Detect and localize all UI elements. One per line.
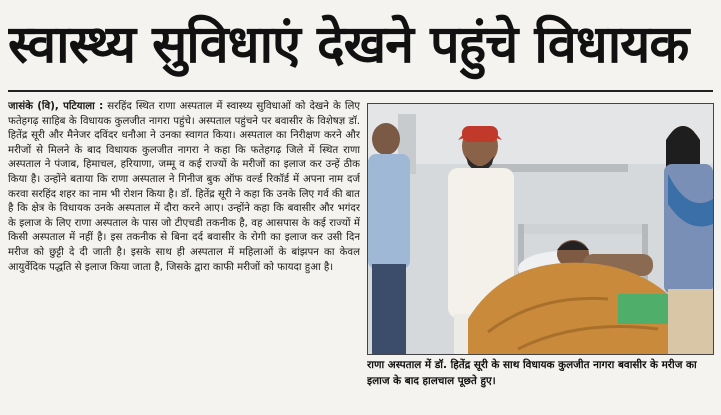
news-photo xyxy=(367,103,714,355)
bed-headboard xyxy=(518,224,648,234)
photo-caption: राणा अस्पताल में डॉ. हितेंद्र सूरी के साथ विधायक कुलजीत नागरा बवासीर के मरीज का इलाज के बाद हालचाल पूछते हुए। xyxy=(367,359,697,387)
man-blue-shirt xyxy=(368,123,410,354)
dateline: जासंके (वि), पटियाला : xyxy=(8,101,104,112)
article-text: सरहिंद स्थित राणा अस्पताल में स्वास्थ्य सुविधाओं को देखने के लिए फतेहगढ़ साहिब के विधायक कुलजीत नागरा पहुंचे। अस्पताल पहुंचने पर बवासीर के विशेषज्ञ डॉ. हितेंद्र सूरी और मैनेजर दविंदर धनौआ ने उनका स्वागत किया। अस्पताल का निरीक्षण करने और मरीजों से मिलने के बाद विधायक कुलजीत नागरा ने कहा कि फतेहगढ़ जिले में स्थित राणा अस्पताल ने पंजाब, हिमाचल, हरियाणा, जम्मू व कई राज्यों के मरीजों का इलाज कर उन्हें ठीक किया है। उन्होंने बताया कि राणा अस्पताल ने गिनीज बुक ऑफ वर्ल्ड रिकॉर्ड में अपना नाम दर्ज करवा सरहिंद शहर का नाम भी रोशन किया है। डॉ. हितेंद्र सूरी ने कहा कि उनके लिए गर्व की बात है कि क्षेत्र के विधायक उनके अस्पताल में दौरा करने आए। उन्होंने कहा कि बवासीर और भगंदर के इलाज के लिए राणा अस्पताल के पास जो टीएचडी तकनीक है, वह आसपास के कई राज्यों में किसी अस्पताल में नहीं है। इस तकनीक से बिना दर्द बवासीर के रोगी का इलाज कर उसी दिन मरीज को छुट्टी दे दी जाती है। इसके साथ ही अस्पताल में महिलाओं के बांझपन का केवल आयुर्वेदिक पद्धति से इलाज किया जाता है, जिसके द्वारा काफी मरीजों को फायदा हुआ है। xyxy=(8,101,360,273)
headline: स्वास्थ्य सुविधाएं देखने पहुंचे विधायक xyxy=(8,15,689,75)
wall-upper xyxy=(368,104,713,164)
headline-divider xyxy=(8,90,713,92)
article-body xyxy=(8,100,360,400)
hospital-ward-illustration xyxy=(368,104,713,354)
